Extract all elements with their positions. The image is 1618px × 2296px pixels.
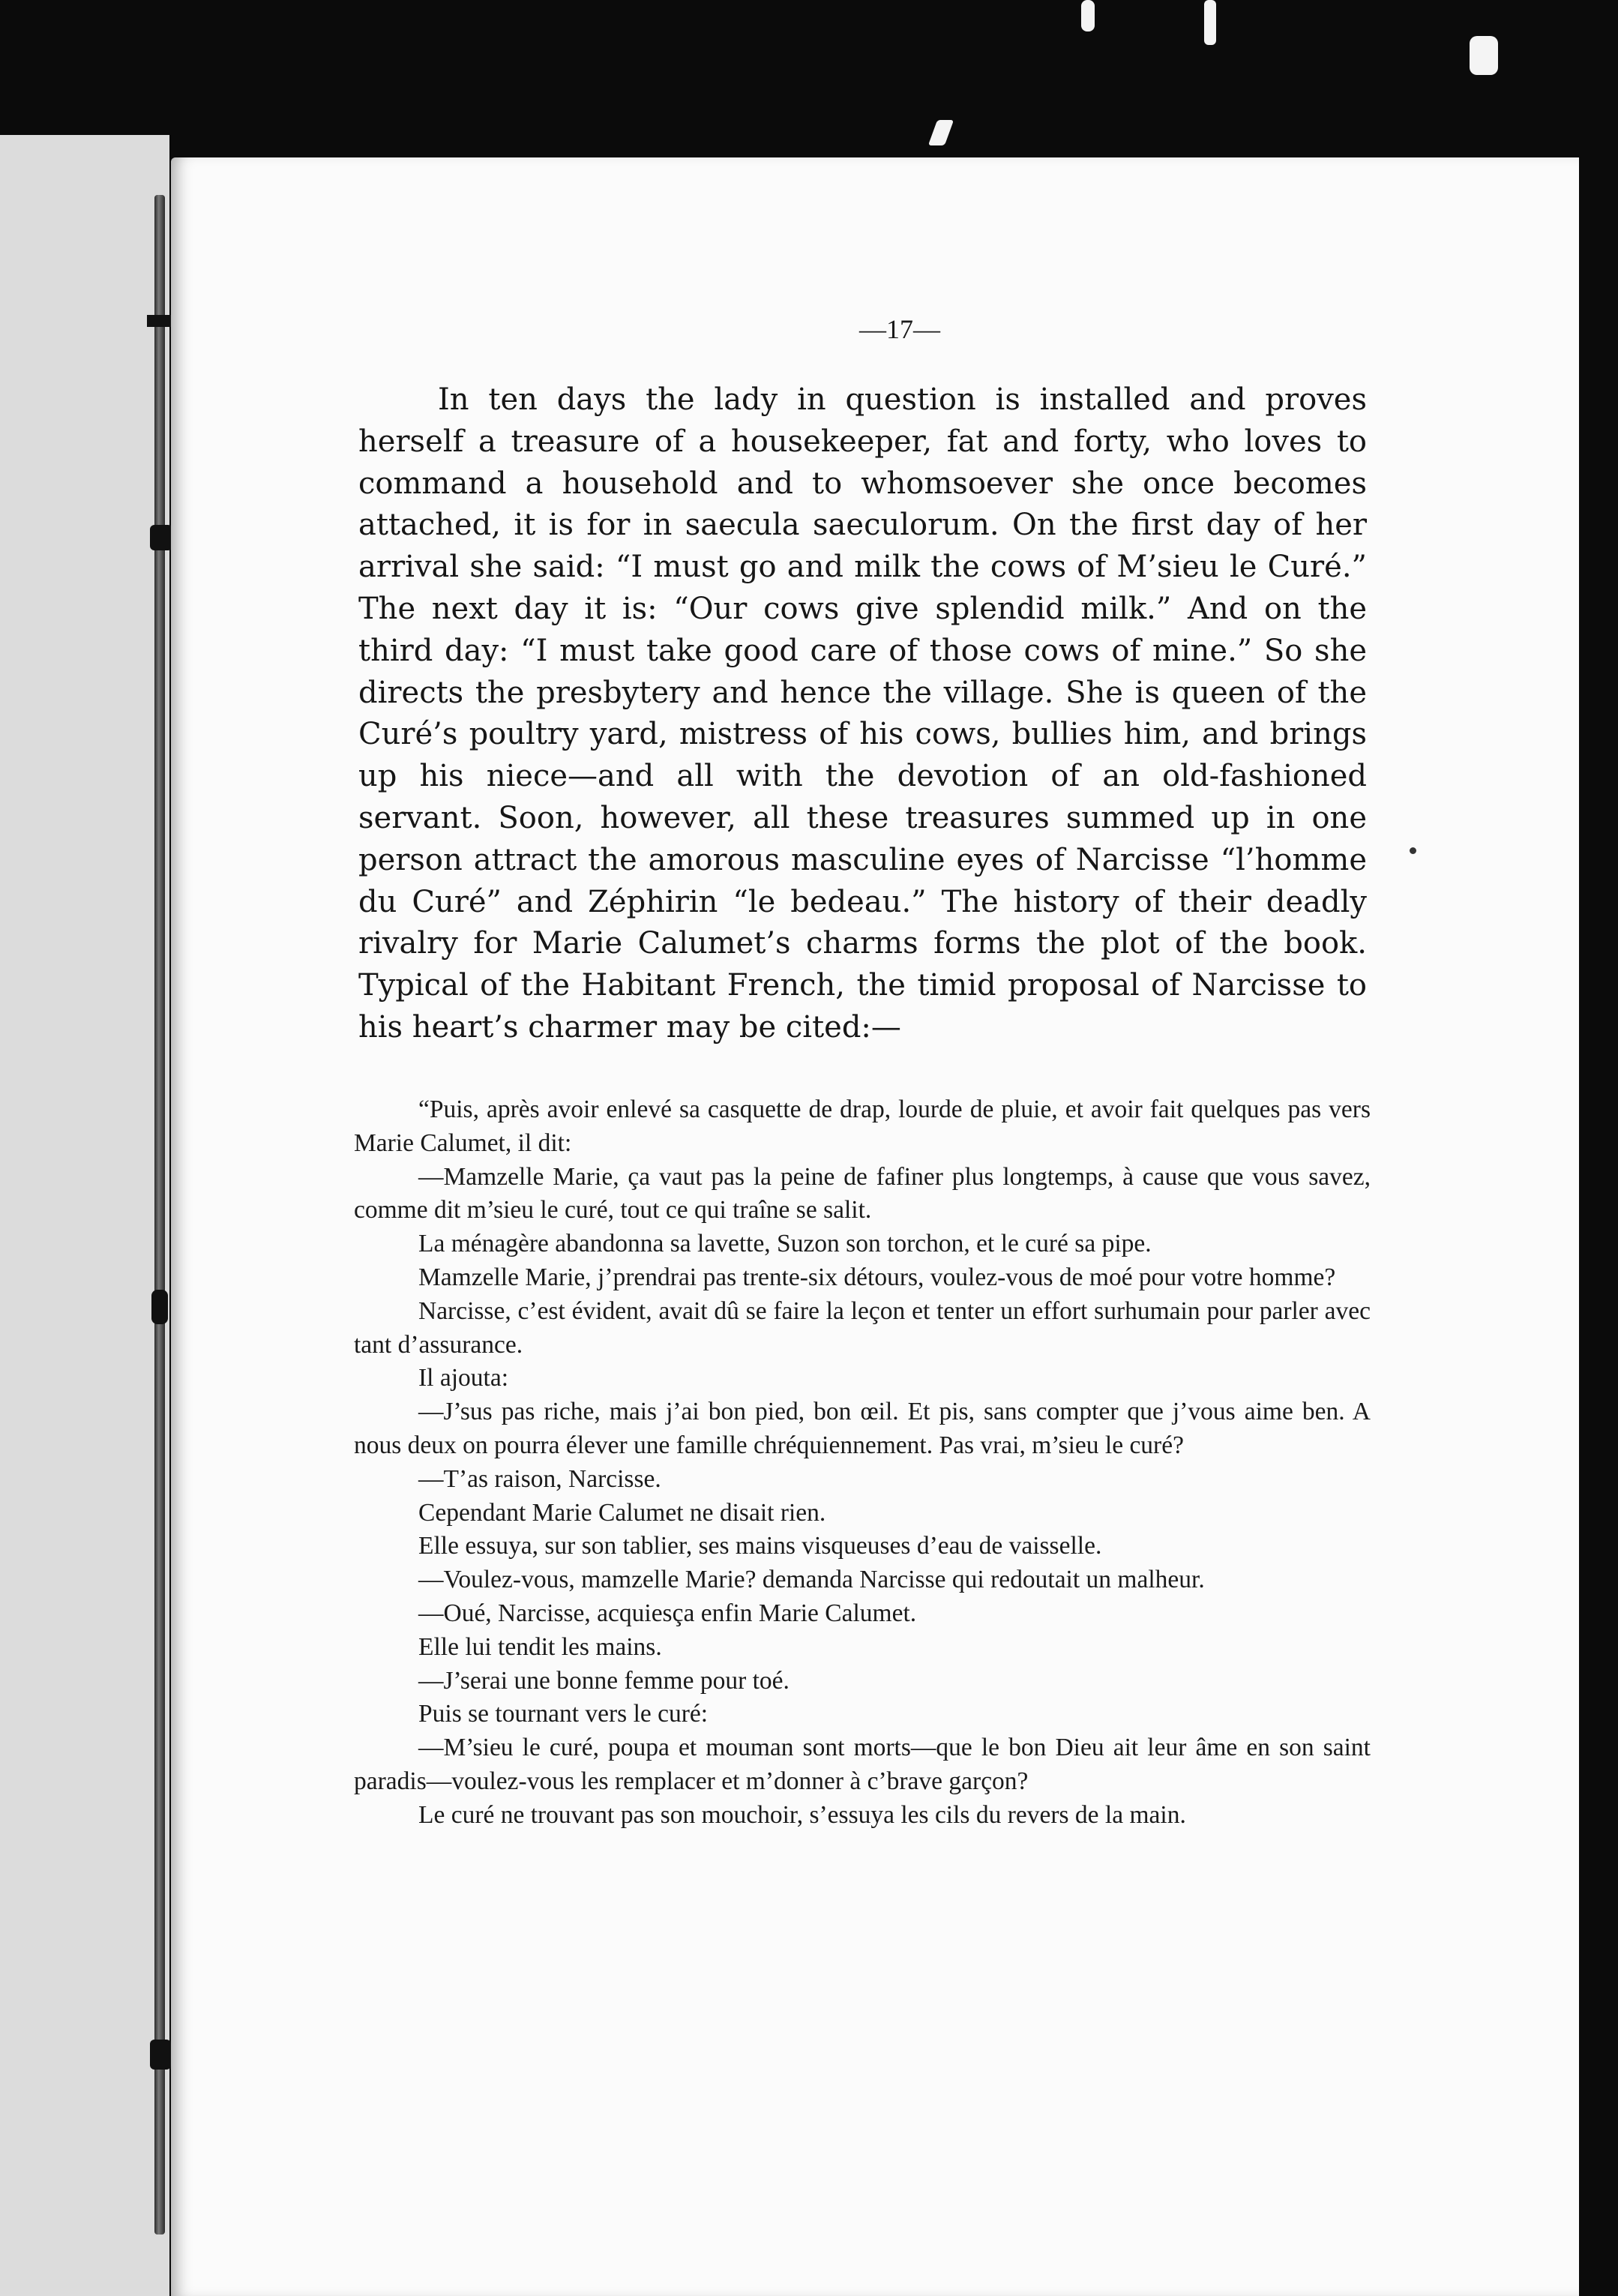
quote-paragraph: Mamzelle Marie, j’prendrai pas trente-six détours, voulez-vous de moé pour votre homme?	[418, 1263, 1336, 1291]
quote-paragraph: —Oué, Narcisse, acquiesça enfin Marie Calumet.	[418, 1599, 917, 1627]
scan-speck	[1204, 0, 1216, 45]
quote-paragraph: —T’as raison, Narcisse.	[418, 1464, 661, 1493]
quote-paragraph: Le curé ne trouvant pas son mouchoir, s’essuya les cils du revers de la main.	[418, 1800, 1186, 1829]
quote-paragraph: Narcisse, c’est évident, avait dû se faire la leçon et tenter un effort surhumain pour parler avec tant d’assurance.	[354, 1296, 1371, 1359]
quote-paragraph: —J’serai une bonne femme pour toé.	[418, 1666, 790, 1695]
binding-shadow	[154, 195, 165, 2235]
quote-paragraph: —Mamzelle Marie, ça vaut pas la peine de fafiner plus longtemps, à cause que vous savez, comme dit m’sieu le curé, tout ce qui traîne se salit.	[354, 1162, 1371, 1224]
paper-speck	[1410, 847, 1416, 854]
quote-paragraph: “Puis, après avoir enlevé sa casquette de drap, lourde de pluie, et avoir fait quelques pas vers Marie Calumet, il dit:	[354, 1096, 1371, 1157]
binding-mark	[151, 1290, 168, 1324]
quote-paragraph: La ménagère abandonna sa lavette, Suzon son torchon, et le curé sa pipe.	[418, 1230, 1152, 1258]
scan-speck	[1470, 36, 1498, 75]
book-page	[171, 157, 1579, 2296]
quote-paragraph: —M’sieu le curé, poupa et mouman sont morts—que le bon Dieu ait leur âme en son saint paradis—voulez-vous les remplacer et m’donner à c’brave garçon?	[354, 1734, 1371, 1795]
binding-mark	[150, 2040, 171, 2070]
quote-paragraph: Puis se tournant vers le curé:	[418, 1700, 709, 1728]
scan-speck	[928, 120, 954, 145]
quote-paragraph: Elle lui tendit les mains.	[418, 1632, 662, 1661]
body-paragraph: In ten days the lady in question is installed and proves herself a treasure of a housekeeper, fat and forty, who loves to command a household and to whomsoever she once becomes attached, it is for in saecula saeculorum. On the first day of her arrival she said: “I must go and milk the cows of M’sieu le Curé.” The next day it is: “Our cows give splendid milk.” And on the third day: “I must take good care of those cows of mine.” So she directs the presbytery and hence the village. She is queen of the Curé’s poultry yard, mistress of his cows, bullies him, and brings up his niece—and all with the devotion of an old-fashioned servant. Soon, however, all these treasures summed up in one person attract the amorous masculine eyes of Narcisse “l’homme du Curé” and Zéphirin “le bedeau.” The history of their deadly rivalry for Marie Calumet’s charms forms the plot of the book. Typical of the Habitant French, the timid proposal of Narcisse to his heart’s charmer may be cited:—	[358, 382, 1367, 1045]
scan-speck	[1081, 0, 1095, 31]
quote-paragraph: Il ajouta:	[418, 1364, 508, 1392]
quote-paragraph: Cependant Marie Calumet ne disait rien.	[418, 1498, 826, 1527]
quote-paragraph: —J’sus pas riche, mais j’ai bon pied, bon œil. Et pis, sans compter que j’vous aime ben. A nous deux on pourra élever une famille chréquiennement. Pas vrai, m’sieu le curé?	[354, 1398, 1371, 1459]
binding-mark	[150, 525, 172, 550]
quote-paragraph: —Voulez-vous, mamzelle Marie? demanda Narcisse qui redoutait un malheur.	[418, 1566, 1205, 1594]
page-number: —17—	[859, 314, 940, 344]
left-page-edge	[0, 135, 169, 2296]
french-quotation	[354, 1093, 1371, 1833]
quote-paragraph: Elle essuya, sur son tablier, ses mains visqueuses d’eau de vaisselle.	[418, 1532, 1102, 1560]
body-text	[358, 379, 1367, 1049]
